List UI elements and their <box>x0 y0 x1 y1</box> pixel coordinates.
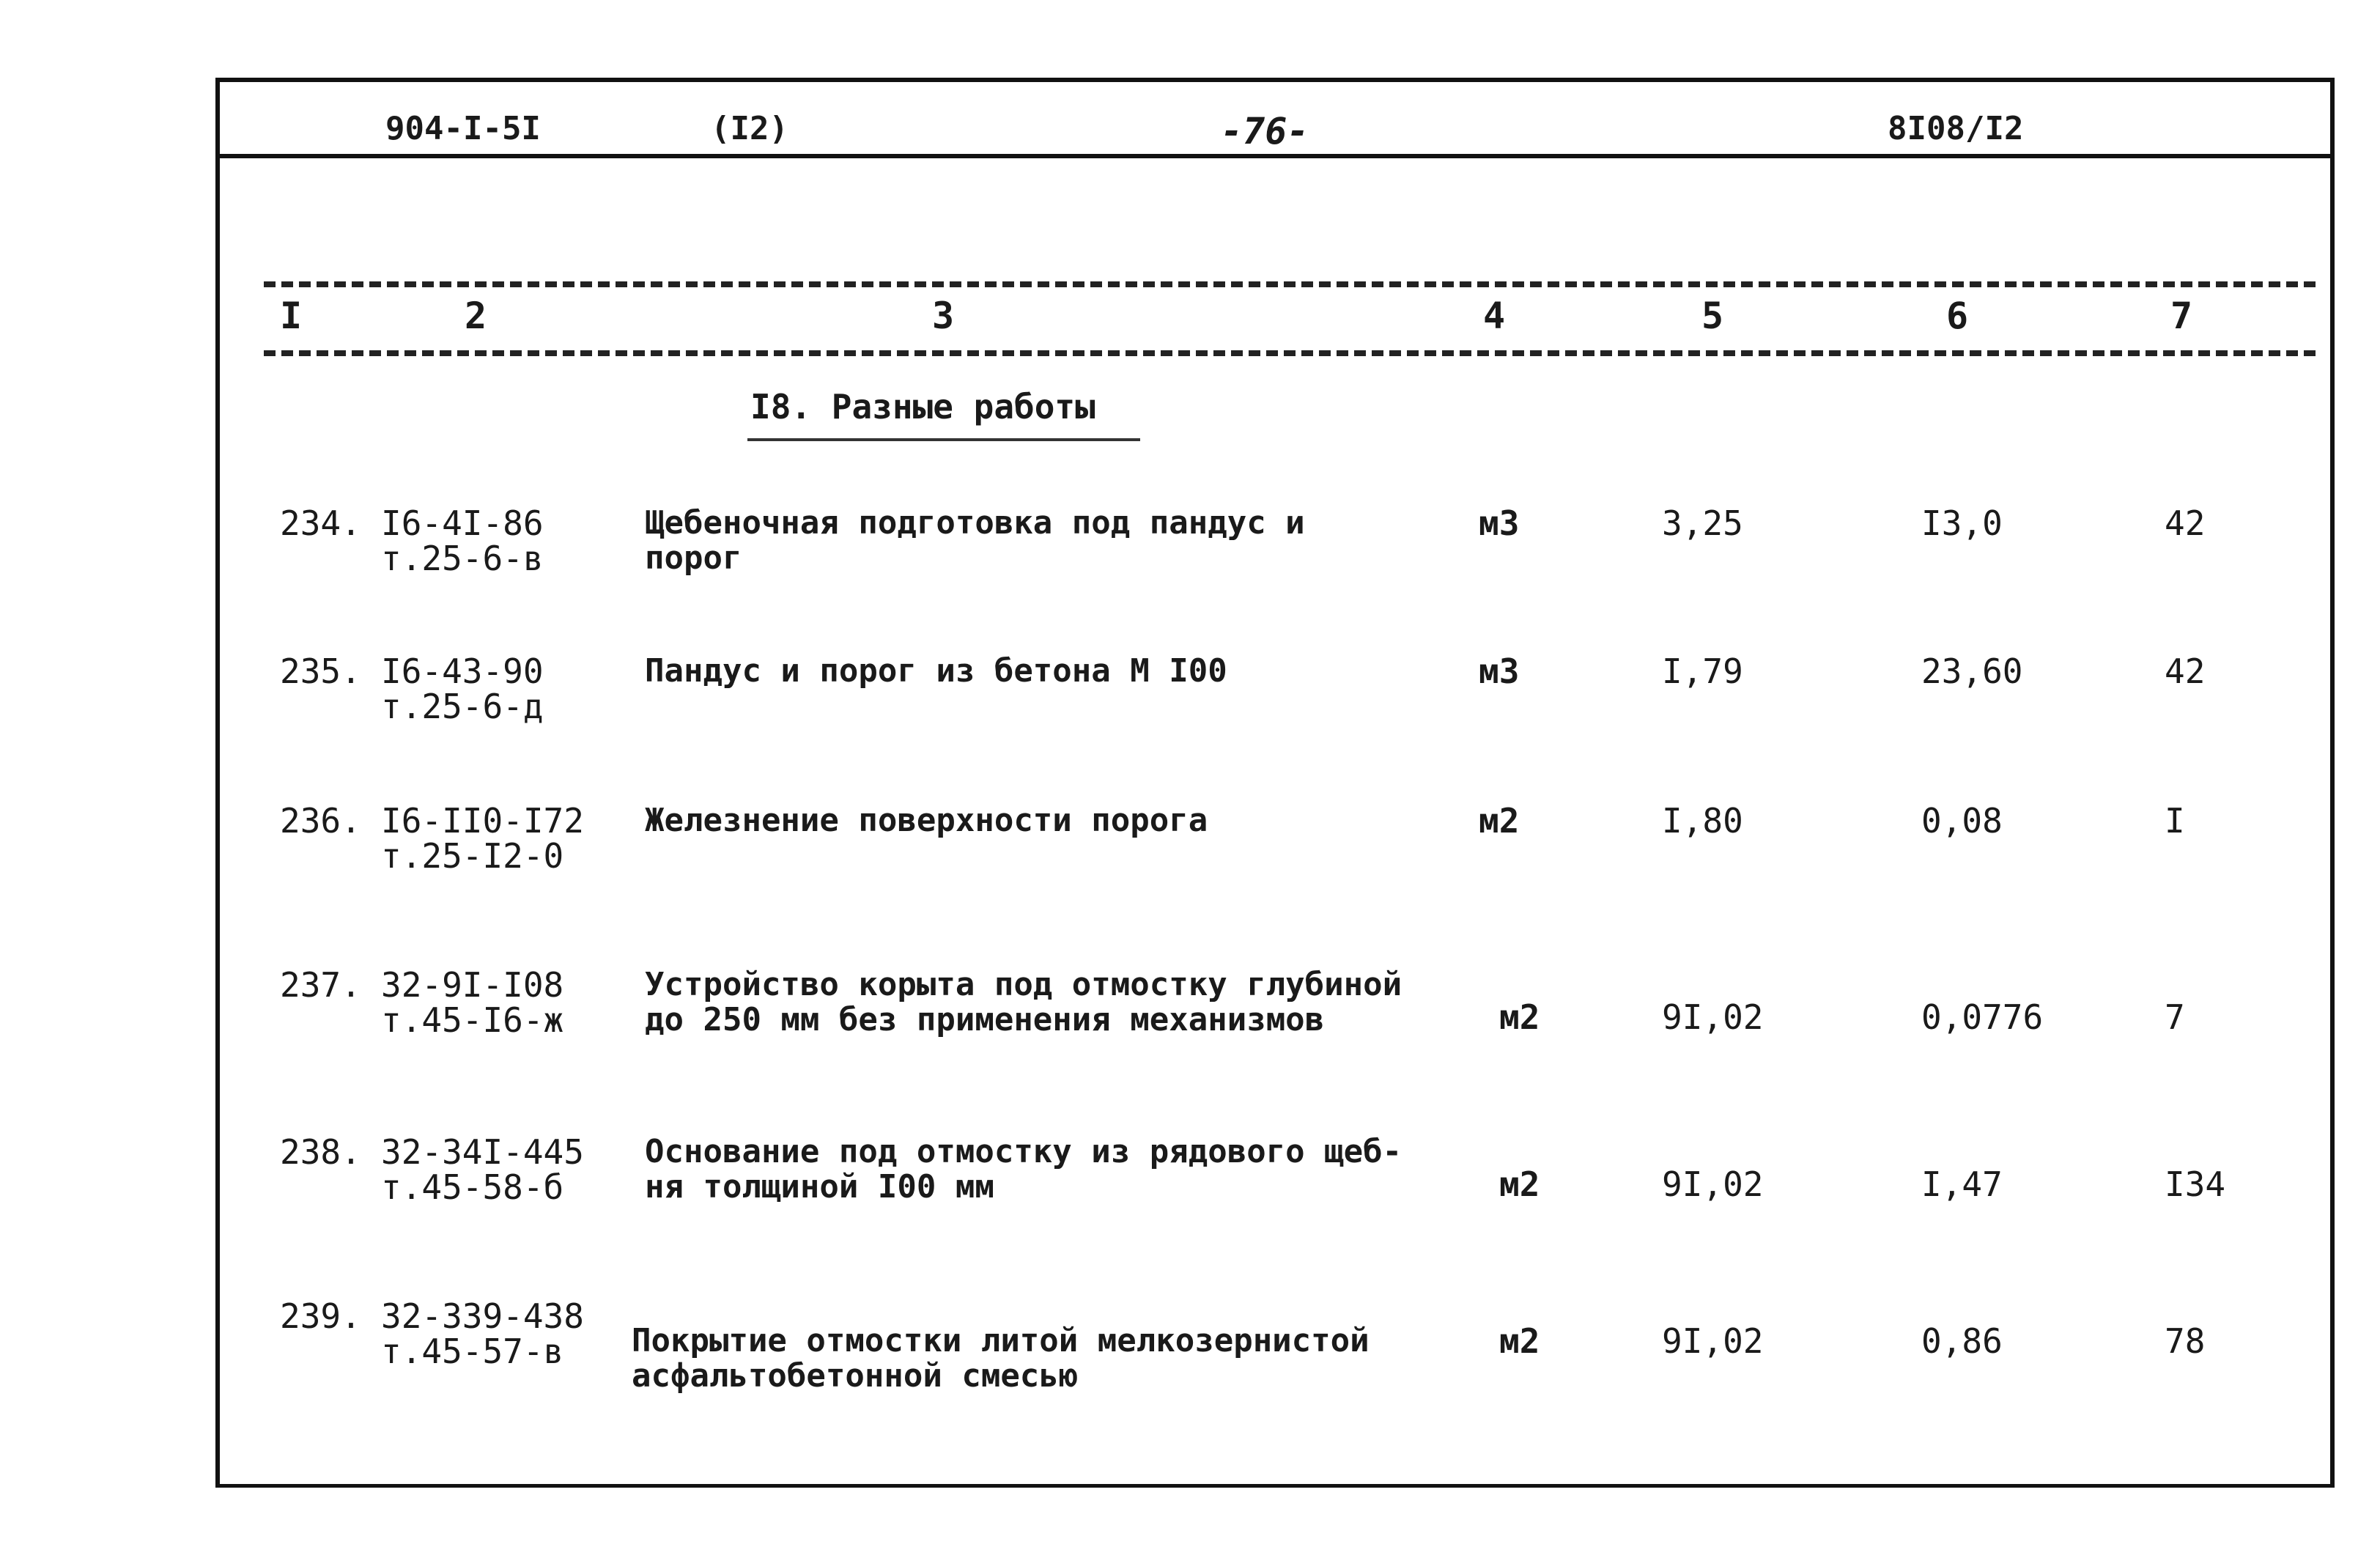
sheet-number: 8I08/I2 <box>1888 110 2024 147</box>
rate-code: 32-34I-445 т.45-58-б <box>381 1132 584 1207</box>
rate-code: I6-II0-I72 т.25-I2-0 <box>381 801 584 876</box>
rate-code: 32-339-438 т.45-57-в <box>381 1296 584 1371</box>
unit-price: I,47 <box>1921 1164 2003 1204</box>
column-number-5: 5 <box>1701 295 1724 337</box>
quantity: 9I,02 <box>1662 1321 1764 1361</box>
table-row <box>0 967 2380 1085</box>
quantity: 3,25 <box>1662 503 1743 543</box>
column-number-6: 6 <box>1946 295 1969 337</box>
table-row <box>0 803 2380 920</box>
quantity: 9I,02 <box>1662 997 1764 1037</box>
unit: м3 <box>1479 503 1520 543</box>
section-title-underline <box>747 438 1140 441</box>
total: I <box>2165 801 2185 841</box>
unit: м2 <box>1499 1164 1540 1204</box>
table-row <box>0 1134 2380 1252</box>
unit: м2 <box>1499 997 1540 1037</box>
column-number-1: I <box>280 295 303 337</box>
doc-code: 904-I-5I <box>385 110 541 147</box>
row-number: 238. <box>280 1132 361 1172</box>
rate-code: I6-43-90 т.25-6-д <box>381 651 544 726</box>
page-number: -76- <box>1221 110 1309 152</box>
column-number-7: 7 <box>2170 295 2193 337</box>
rate-code: I6-4I-86 т.25-6-в <box>381 503 544 578</box>
row-number: 239. <box>280 1296 361 1336</box>
column-number-4: 4 <box>1483 295 1506 337</box>
unit-price: 0,0776 <box>1921 997 2044 1037</box>
header-divider <box>215 154 2335 158</box>
work-description: Щебеночная подготовка под пандус и порог <box>645 504 1305 577</box>
album-number: (I2) <box>711 110 788 147</box>
work-description: Железнение поверхности порога <box>645 802 1208 839</box>
total: 42 <box>2165 651 2206 691</box>
unit-price: I3,0 <box>1921 503 2003 543</box>
unit-price: 23,60 <box>1921 651 2023 691</box>
work-description: Устройство корыта под отмостку глубиной до 250 мм без применения механизмов <box>645 966 1402 1038</box>
row-number: 234. <box>280 503 361 543</box>
quantity: 9I,02 <box>1662 1164 1764 1204</box>
quantity: I,79 <box>1662 651 1743 691</box>
row-number: 235. <box>280 651 361 691</box>
unit-price: 0,86 <box>1921 1321 2003 1361</box>
unit: м2 <box>1479 801 1520 841</box>
unit: м2 <box>1499 1321 1540 1361</box>
table-row <box>0 1296 2380 1416</box>
rate-code: 32-9I-I08 т.45-I6-ж <box>381 965 564 1040</box>
table-header-bottom-rule <box>264 350 2316 356</box>
work-description: Покрытие отмостки литой мелкозернистой асфальтобетонной смесью <box>632 1322 1370 1395</box>
table-header-top-rule <box>264 281 2316 287</box>
total: I34 <box>2165 1164 2226 1204</box>
quantity: I,80 <box>1662 801 1743 841</box>
page-frame <box>215 78 2335 1488</box>
section-title: I8. Разные работы <box>750 387 1095 427</box>
total: 42 <box>2165 503 2206 543</box>
unit-price: 0,08 <box>1921 801 2003 841</box>
work-description: Пандус и порог из бетона М I00 <box>645 652 1227 690</box>
table-row <box>0 503 2380 623</box>
column-number-3: 3 <box>932 295 955 337</box>
table-row <box>0 651 2380 771</box>
column-number-2: 2 <box>465 295 487 337</box>
row-number: 236. <box>280 801 361 841</box>
row-number: 237. <box>280 965 361 1005</box>
work-description: Основание под отмостку из рядового щеб- ня толщиной I00 мм <box>645 1133 1402 1206</box>
total: 78 <box>2165 1321 2206 1361</box>
unit: м3 <box>1479 651 1520 691</box>
total: 7 <box>2165 997 2185 1037</box>
